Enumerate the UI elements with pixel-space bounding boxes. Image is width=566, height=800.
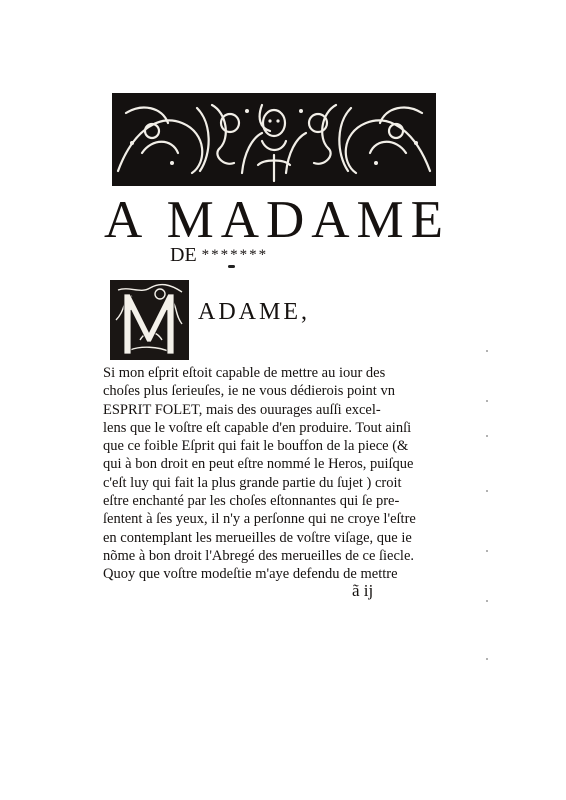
body-paragraph	[103, 364, 438, 584]
text-line: ſentent à ſes yeux, il n'y a perſonne qui ne croye l'eſtre	[103, 511, 416, 528]
subtitle-prefix: DE	[170, 244, 197, 266]
woodcut-initial-m-ornament	[110, 280, 189, 360]
text-line: choſes plus ſerieuſes, ie ne vous dédierois point vn	[103, 383, 395, 400]
dedication-subtitle	[170, 242, 268, 268]
text-line: nõme à bon droit l'Abregé des merueilles de ce ſiecle.	[103, 547, 415, 564]
text-line: c'eſt luy qui fait la plus grande partie du ſujet ) croit	[103, 474, 402, 491]
text-line: Quoy que voſtre modeſtie m'aye defendu de mettre	[103, 566, 398, 583]
subtitle-stars: *******	[201, 247, 269, 263]
text-line: eſtre enchanté par les choſes eſtonnantes qui ſe pre-	[103, 493, 400, 510]
text-line: que ce foible Eſprit qui fait le bouffon de la piece (&	[103, 438, 409, 455]
text-line: Si mon eſprit eſtoit capable de mettre au iour des	[103, 365, 386, 381]
text-line: qui à bon droit en peut eſtre nommé le Heros, puiſque	[103, 456, 414, 473]
page-title: A MADAME	[104, 191, 451, 249]
salutation: ADAME,	[198, 299, 310, 325]
text-line: ESPRIT FOLET, mais des ouurages auſſi excel-	[103, 401, 381, 418]
ink-blot	[228, 265, 235, 268]
text-line: en contemplant les merueilles de voſtre viſage, que ie	[103, 529, 412, 546]
paper-edge-specks	[486, 340, 496, 670]
woodcut-headpiece-ornament	[112, 93, 436, 186]
text-line: lens que le voſtre eſt capable d'en produire. Tout ainſi	[103, 419, 412, 436]
signature-mark: ã ij	[352, 581, 374, 600]
